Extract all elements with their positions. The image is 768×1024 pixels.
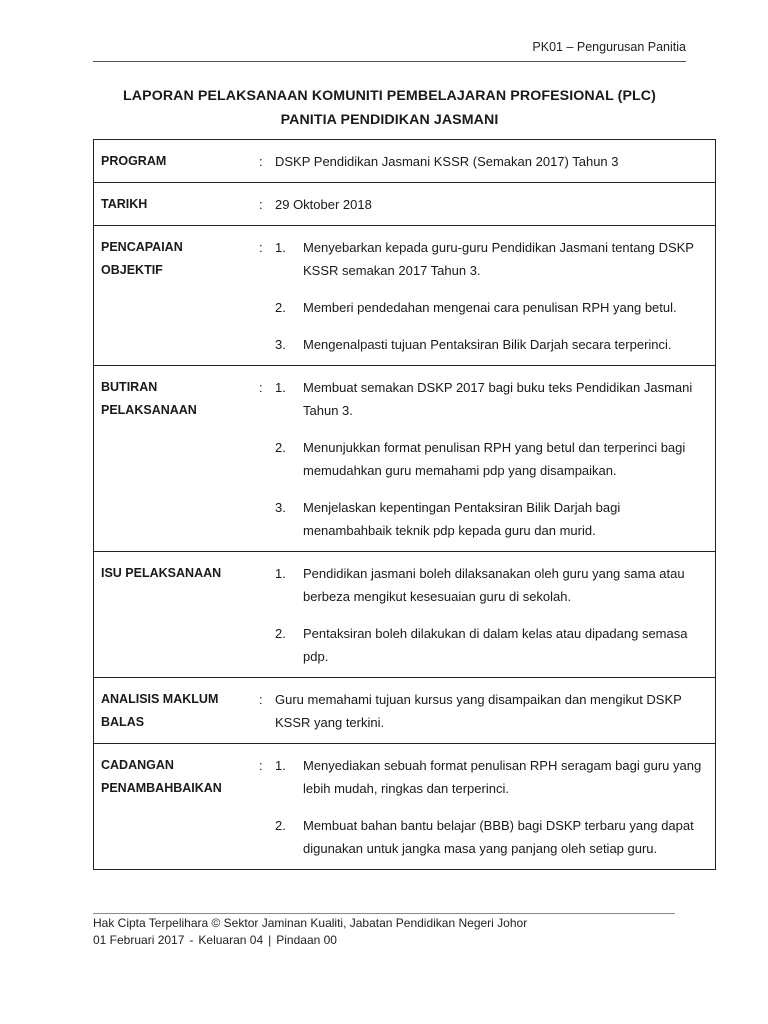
analisis-label [94, 678, 260, 744]
list-item [275, 296, 709, 319]
item-text: Memberi pendedahan mengenai cara penulisan RPH yang betul. [303, 300, 677, 315]
footer-divider [93, 913, 675, 914]
footer-copyright: Hak Cipta Terpelihara © Sektor Jaminan Kualiti, Jabatan Pendidikan Negeri Johor [93, 916, 528, 930]
row-analisis-maklum-balas [94, 678, 716, 744]
butiran-label [94, 366, 260, 552]
report-table [93, 139, 716, 870]
list-item [275, 236, 709, 282]
isu-content [275, 552, 716, 678]
footer-version-info [93, 933, 337, 947]
row-cadangan-penambahbaikan [94, 744, 716, 870]
footer-pindaan: Pindaan 00 [276, 933, 337, 947]
item-number: 3. [275, 500, 286, 515]
cadangan-content [275, 744, 716, 870]
item-text: Menyediakan sebuah format penulisan RPH seragam bagi guru yang lebih mudah, ringkas dan terperinci. [303, 758, 702, 796]
program-label: PROGRAM [94, 140, 260, 183]
item-number: 1. [275, 240, 286, 255]
item-number: 1. [275, 758, 286, 773]
tarikh-colon: : [259, 183, 275, 226]
objektif-label [94, 226, 260, 366]
objektif-label-line1: PENCAPAIAN [101, 240, 183, 254]
item-text: Menunjukkan format penulisan RPH yang betul dan terperinci bagi memudahkan guru memahami pdp yang disampaikan. [303, 440, 686, 478]
item-number: 2. [275, 300, 286, 315]
item-text: Pendidikan jasmani boleh dilaksanakan oleh guru yang sama atau berbeza mengikut kesesuaian guru di sekolah. [303, 566, 685, 604]
row-butiran-pelaksanaan [94, 366, 716, 552]
butiran-label-line1: BUTIRAN [101, 380, 158, 394]
item-number: 2. [275, 818, 286, 833]
list-item [275, 562, 709, 608]
objektif-list [275, 236, 709, 356]
analisis-label-line1: ANALISIS MAKLUM [101, 692, 219, 706]
item-text: Membuat bahan bantu belajar (BBB) bagi DSKP terbaru yang dapat digunakan untuk jangka masa yang panjang oleh setiap guru. [303, 818, 694, 856]
list-item [275, 376, 709, 422]
row-program [94, 140, 716, 183]
item-text: Membuat semakan DSKP 2017 bagi buku teks Pendidikan Jasmani Tahun 3. [303, 380, 693, 418]
item-number: 1. [275, 566, 286, 581]
item-text: Menjelaskan kepentingan Pentaksiran Bilik Darjah bagi menambahbaik teknik pdp kepada guru dan murid. [303, 500, 621, 538]
analisis-value: Guru memahami tujuan kursus yang disampaikan dan mengikut DSKP KSSR yang terkini. [275, 678, 716, 744]
report-subtitle: PANITIA PENDIDIKAN JASMANI [280, 112, 499, 128]
tarikh-label: TARIKH [94, 183, 260, 226]
row-pencapaian-objektif [94, 226, 716, 366]
item-text: Mengenalpasti tujuan Pentaksiran Bilik Darjah secara terperinci. [303, 337, 672, 352]
isu-colon [259, 552, 275, 678]
tarikh-value: 29 Oktober 2018 [275, 183, 716, 226]
cadangan-label [94, 744, 260, 870]
cadangan-list [275, 754, 709, 860]
objektif-label-line2: OBJEKTIF [101, 263, 163, 277]
list-item [275, 496, 709, 542]
item-number: 1. [275, 380, 286, 395]
report-title: LAPORAN PELAKSANAAN KOMUNITI PEMBELAJARAN PROFESIONAL (PLC) [123, 88, 656, 104]
list-item [275, 622, 709, 668]
row-isu-pelaksanaan [94, 552, 716, 678]
document-code-header: PK01 – Pengurusan Panitia [532, 40, 686, 54]
item-number: 2. [275, 440, 286, 455]
footer-bar: | [268, 933, 272, 947]
isu-label: ISU PELAKSANAAN [94, 552, 260, 678]
cadangan-colon: : [259, 744, 275, 870]
objektif-content [275, 226, 716, 366]
butiran-list [275, 376, 709, 542]
program-colon: : [259, 140, 275, 183]
footer-keluaran: Keluaran 04 [198, 933, 264, 947]
item-text: Menyebarkan kepada guru-guru Pendidikan Jasmani tentang DSKP KSSR semakan 2017 Tahun 3. [303, 240, 694, 278]
list-item [275, 333, 709, 356]
analisis-colon: : [259, 678, 275, 744]
header-divider [93, 61, 686, 62]
isu-list [275, 562, 709, 668]
butiran-content [275, 366, 716, 552]
item-number: 2. [275, 626, 286, 641]
objektif-colon: : [259, 226, 275, 366]
footer-dash: - [189, 933, 194, 947]
item-text: Pentaksiran boleh dilakukan di dalam kelas atau dipadang semasa pdp. [303, 626, 688, 664]
analisis-label-line2: BALAS [101, 715, 145, 729]
footer-date: 01 Februari 2017 [93, 933, 185, 947]
row-tarikh [94, 183, 716, 226]
butiran-label-line2: PELAKSANAAN [101, 403, 197, 417]
list-item [275, 814, 709, 860]
list-item [275, 436, 709, 482]
item-number: 3. [275, 337, 286, 352]
cadangan-label-line1: CADANGAN [101, 758, 174, 772]
program-value: DSKP Pendidikan Jasmani KSSR (Semakan 2017) Tahun 3 [275, 140, 716, 183]
butiran-colon: : [259, 366, 275, 552]
list-item [275, 754, 709, 800]
cadangan-label-line2: PENAMBAHBAIKAN [101, 781, 222, 795]
